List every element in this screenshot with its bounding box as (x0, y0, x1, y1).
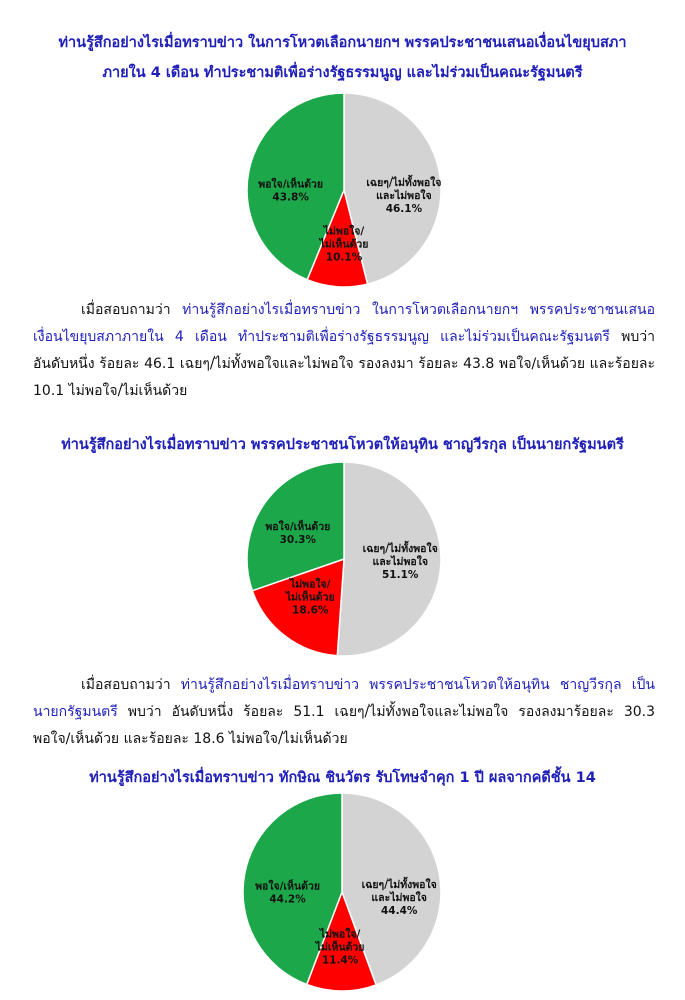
paragraph-2-result: พบว่า อันดับหนึ่ง ร้อยละ 51.1 เฉยๆ/ไม่ทั้งพอใจและไม่พอใจ รองลงมาร้อยละ 30.3 พอใจ/เห็นด้วย และร้อยละ 18.6 ไม่พอใจ/ไม่เห็นด้วย (33, 704, 655, 747)
chart-1-title (0, 28, 685, 88)
pie-2-category-label-neutral: เฉยๆ/ไม่ทั้งพอใจ (362, 542, 438, 555)
pie-1-value-label-disagree: 10.1% (325, 251, 363, 264)
chart-3-title (0, 763, 685, 793)
pie-2-category-label-disagree: ไม่พอใจ/ (289, 578, 331, 591)
pie-3-category-label-disagree: ไม่เห็นด้วย (315, 941, 365, 954)
chart-2-paragraph (33, 672, 655, 753)
paragraph-2-question: ท่านรู้สึกอย่างไรเมื่อทราบข่าว พรรคประชาชนโหวตให้อนุทิน ชาญวีรกุล เป็นนายกรัฐมนตรี (33, 677, 656, 720)
pie-chart-3 (242, 792, 442, 992)
pie-2-value-label-agree: 30.3% (279, 533, 317, 546)
pie-3-value-label-disagree: 11.4% (321, 954, 359, 967)
chart-2-title (0, 430, 685, 460)
chart-1-paragraph (33, 297, 655, 405)
pie-3-value-label-neutral: 44.4% (380, 905, 418, 918)
pie-2-value-label-neutral: 51.1% (382, 568, 419, 581)
pie-3-category-label-neutral: และไม่พอใจ (371, 892, 427, 905)
pie-2-category-label-disagree: ไม่เห็นด้วย (285, 591, 335, 604)
pie-3-category-label-neutral: เฉยๆ/ไม่ทั้งพอใจ (361, 879, 437, 892)
chart-1-title-line-1: ท่านรู้สึกอย่างไรเมื่อทราบข่าว ในการโหวตเลือกนายกฯ พรรคประชาชนเสนอเงื่อนไขยุบสภา (58, 35, 627, 51)
pie-1-value-label-neutral: 46.1% (385, 203, 423, 216)
pie-1-category-label-disagree: ไม่พอใจ/ (323, 225, 365, 238)
pie-3-category-label-agree: พอใจ/เห็นด้วย (255, 880, 321, 893)
pie-2-value-label-disagree: 18.6% (292, 604, 329, 617)
chart-3-title-line-1: ท่านรู้สึกอย่างไรเมื่อทราบข่าว ทักษิณ ชินวัตร รับโทษจำคุก 1 ปี ผลจากคดีชั้น 14 (89, 770, 596, 786)
pie-chart-1 (246, 92, 442, 288)
pie-3-category-label-disagree: ไม่พอใจ/ (319, 928, 361, 941)
pie-3-value-label-agree: 44.2% (269, 893, 306, 906)
pie-1-category-label-agree: พอใจ/เห็นด้วย (258, 178, 324, 191)
paragraph-1-result: พบว่า อันดับหนึ่ง ร้อยละ 46.1 เฉยๆ/ไม่ทั้งพอใจและไม่พอใจ รองลงมา ร้อยละ 43.8 พอใจ/เห็นด้วย และร้อยละ 10.1 ไม่พอใจ/ไม่เห็นด้วย (33, 329, 655, 399)
pie-chart-2 (246, 461, 442, 657)
chart-2-title-line-1: ท่านรู้สึกอย่างไรเมื่อทราบข่าว พรรคประชาชนโหวตให้อนุทิน ชาญวีรกุล เป็นนายกรัฐมนตรี (61, 437, 624, 453)
pie-1-category-label-neutral: และไม่พอใจ (376, 190, 432, 203)
paragraph-1-lead: เมื่อสอบถามว่า (81, 302, 171, 318)
pie-1-value-label-agree: 43.8% (272, 191, 309, 204)
pie-1-category-label-disagree: ไม่เห็นด้วย (319, 238, 369, 251)
pie-2-category-label-neutral: และไม่พอใจ (372, 555, 429, 568)
chart-1-title-line-2: ภายใน 4 เดือน ทำประชามติเพื่อร่างรัฐธรรมนูญ และไม่ร่วมเป็นคณะรัฐมนตรี (102, 65, 583, 81)
pie-2-category-label-agree: พอใจ/เห็นด้วย (265, 520, 331, 533)
paragraph-2-lead: เมื่อสอบถามว่า (81, 677, 171, 693)
paragraph-1-question: ท่านรู้สึกอย่างไรเมื่อทราบข่าว ในการโหวตเลือกนายกฯ พรรคประชาชนเสนอเงื่อนไขยุบสภาภายใน 4 เดือน ทำประชามติเพื่อร่างรัฐธรรมนูญ และไม่ร่วมเป็นคณะรัฐมนตรี (33, 302, 656, 345)
pie-1-category-label-neutral: เฉยๆ/ไม่ทั้งพอใจ (366, 177, 442, 190)
